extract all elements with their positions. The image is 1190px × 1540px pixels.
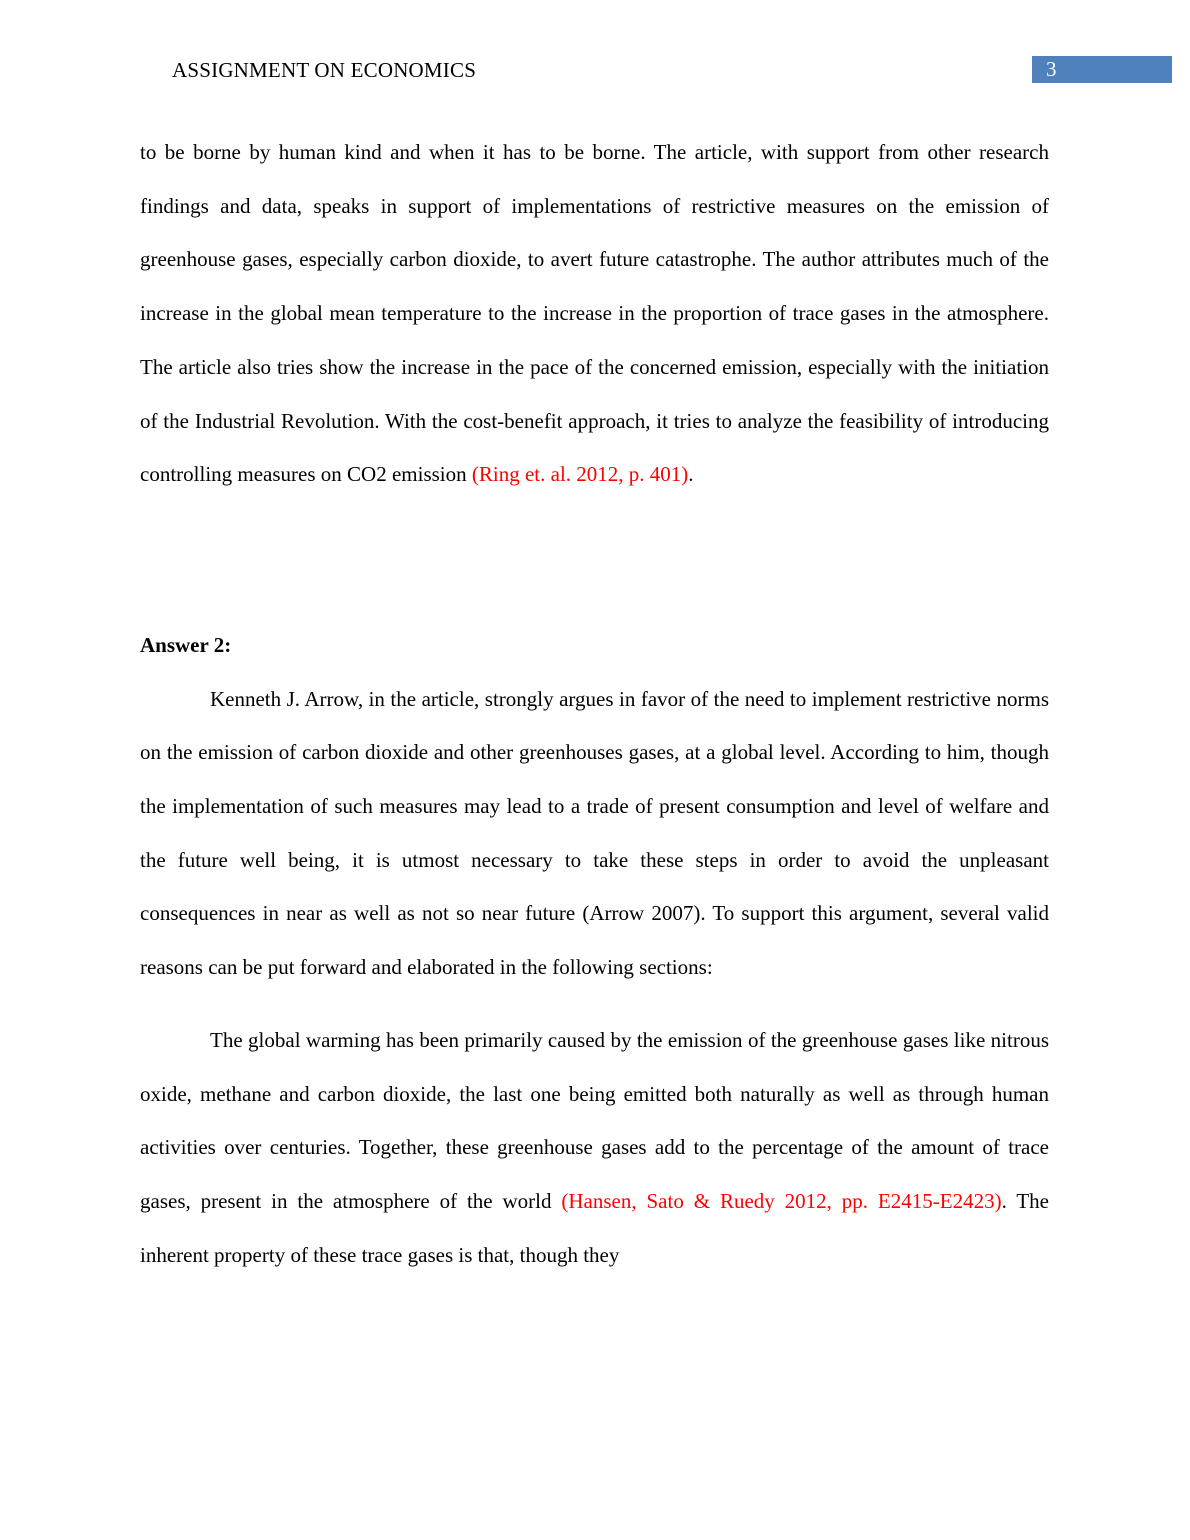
paragraph-gap (140, 995, 1049, 1014)
page-number-badge (1032, 56, 1172, 83)
section-spacer (140, 502, 1049, 619)
citation-hansen: (Hansen, Sato & Ruedy 2012, pp. E2415-E2423) (561, 1188, 1002, 1213)
paragraph-continuation: . The inherent property of these trace gases is that, though they (140, 1188, 1049, 1267)
document-body (140, 126, 1049, 1282)
citation-ring: (Ring et. al. 2012, p. 401) (471, 462, 689, 487)
running-header-title: ASSIGNMENT ON ECONOMICS (172, 58, 477, 82)
paragraph-end: . (688, 462, 694, 487)
paragraph-global-warming (140, 1014, 1049, 1283)
section-heading-answer-2: Answer 2: (140, 632, 232, 657)
paragraph-article-summary (140, 126, 1049, 502)
paragraph-text: The global warming has been primarily caused by the emission of the greenhouse gases like nitrous oxide, methane and carbon dioxide, the last one being emitted both naturally as well as through human activities over centuries. Together, these greenhouse gases add to the percentage of the amount of trace gases, present in the atmosphere of the world (140, 1027, 1049, 1213)
paragraph-text: to be borne by human kind and when it has to be borne. The article, with support from other research findings and data, speaks in support of implementations of restrictive measures on the emission of greenhouse gases, especially carbon dioxide, to avert future catastrophe. The author attributes much of the increase in the global mean temperature to the increase in the proportion of trace gases in the atmosphere. The article also tries show the increase in the pace of the concerned emission, especially with the initiation of the Industrial Revolution. With the cost-benefit approach, it tries to analyze the feasibility of introducing controlling measures on CO2 emission (140, 140, 1049, 487)
paragraph-arrow-argument: Kenneth J. Arrow, in the article, strongly argues in favor of the need to implement restrictive norms on the emission of carbon dioxide and other greenhouses gases, at a global level. According to him, though the implementation of such measures may lead to a trade of present consumption and level of welfare and the future well being, it is utmost necessary to take these steps in order to avoid the unpleasant consequences in near as well as not so near future (Arrow 2007). To support this argument, several valid reasons can be put forward and elaborated in the following sections: (140, 686, 1049, 980)
page-number: 3 (1046, 57, 1057, 81)
